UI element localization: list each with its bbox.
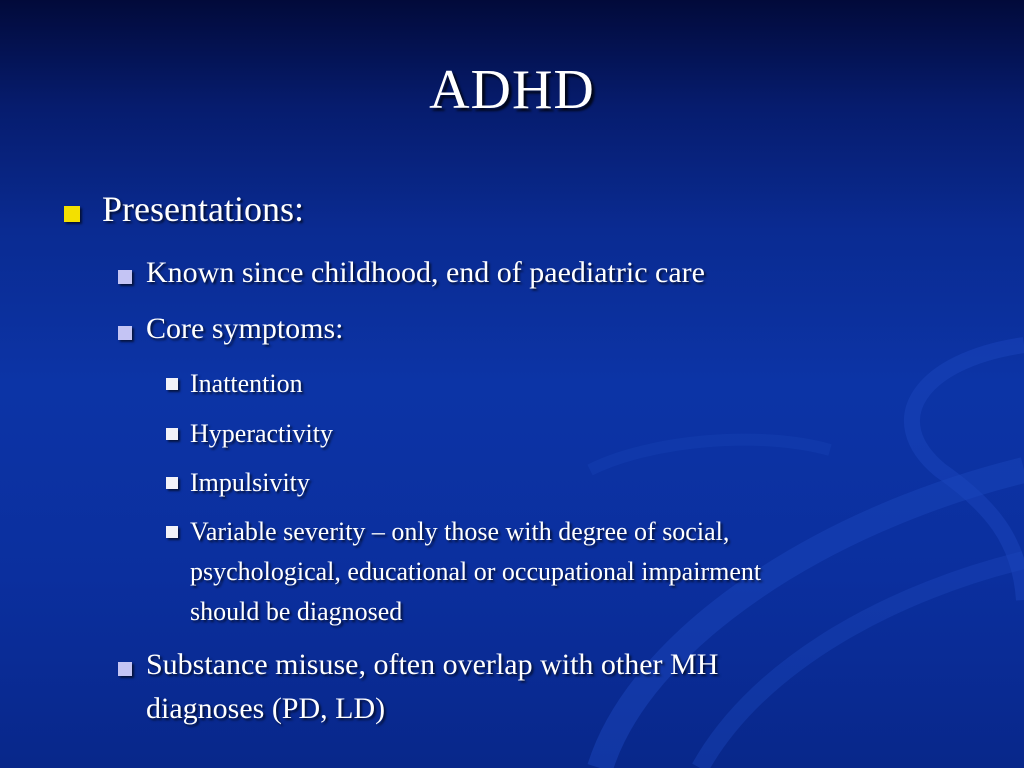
bullet-item-substance-misuse-line: diagnoses (PD, LD) xyxy=(146,692,386,725)
bullet-square-icon xyxy=(166,477,178,489)
bullet-item-variable-severity-line: Variable severity – only those with degree of social, xyxy=(190,517,730,546)
bullet-square-icon xyxy=(64,206,80,222)
bullet-item-variable-severity-line: psychological, educational or occupational impairment xyxy=(190,557,762,586)
bullet-item-known-since-childhood: Known since childhood, end of paediatric care xyxy=(146,256,705,289)
bullet-item-presentations: Presentations: xyxy=(102,189,304,229)
bullet-item-core-symptoms: Core symptoms: xyxy=(146,312,344,345)
bullet-item-substance-misuse xyxy=(146,643,718,731)
bullet-square-icon xyxy=(166,378,178,390)
bullet-square-icon xyxy=(166,428,178,440)
slide-title: ADHD xyxy=(429,59,595,121)
bullet-square-icon xyxy=(118,270,132,284)
bullet-square-icon xyxy=(118,662,132,676)
bullet-item-substance-misuse-line: Substance misuse, often overlap with other MH xyxy=(146,648,719,681)
bullet-item-impulsivity: Impulsivity xyxy=(190,468,310,497)
bullet-item-variable-severity-line: should be diagnosed xyxy=(190,597,403,626)
bullet-square-icon xyxy=(166,526,178,538)
bullet-item-hyperactivity: Hyperactivity xyxy=(190,419,333,448)
bullet-item-variable-severity xyxy=(190,512,761,632)
bullet-square-icon xyxy=(118,326,132,340)
bullet-item-inattention: Inattention xyxy=(190,369,303,398)
